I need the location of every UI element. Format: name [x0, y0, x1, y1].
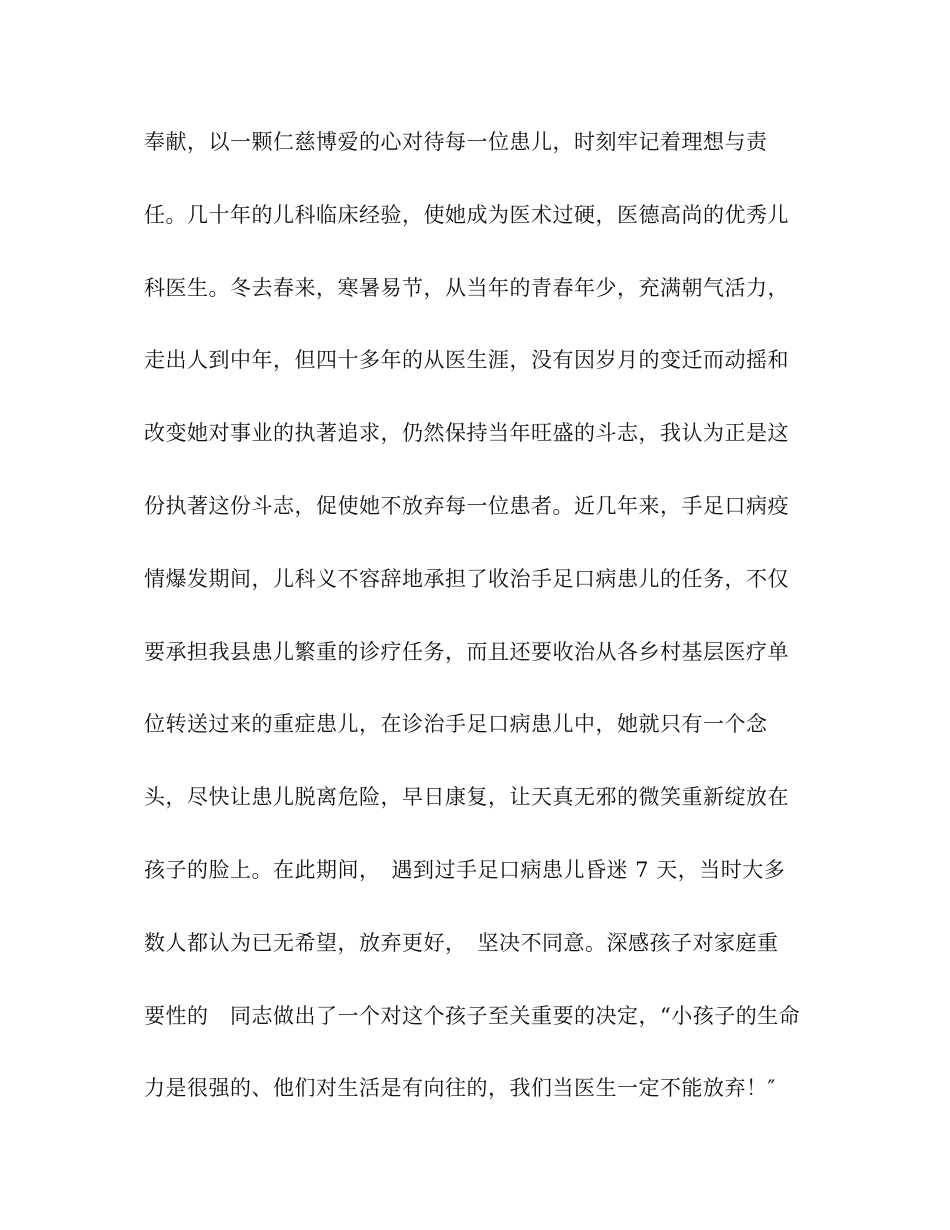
text-line-7: 情爆发期间，儿科义不容辞地承担了收治手足口病患儿的任务，不仅	[144, 566, 789, 591]
text-line-5: 改变她对事业的执著追求，仍然保持当年旺盛的斗志，我认为正是这	[144, 421, 789, 446]
text-line-2: 任。几十年的儿科临床经验，使她成为医术过硬，医德高尚的优秀儿	[144, 202, 789, 227]
text-line-6: 份执著这份斗志，促使她不放弃每一位患者。近几年来，手足口病疫	[144, 493, 789, 518]
body-text	[144, 122, 824, 1141]
text-line-9: 位转送过来的重症患儿，在诊治手足口病患儿中，她就只有一个念	[144, 712, 768, 737]
text-line-14: 力是很强的、他们对生活是有向往的，我们当医生一定不能放弃！″	[144, 1076, 776, 1101]
text-line-12: 数人都认为已无希望，放弃更好， 坚决不同意。深感孩子对家庭重	[144, 930, 779, 955]
text-line-4: 走出人到中年，但四十多年的从医生涯，没有因岁月的变迁而动摇和	[144, 348, 789, 373]
text-line-8: 要承担我县患儿繁重的诊疗任务，而且还要收治从各乡村基层医疗单	[144, 639, 789, 664]
text-line-10: 头，尽快让患儿脱离危险，早日康复，让天真无邪的微笑重新绽放在	[144, 785, 789, 810]
text-line-1: 奉献，以一颗仁慈博爱的心对待每一位患儿，时刻牢记着理想与责	[144, 130, 768, 154]
text-line-11: 孩子的脸上。在此期间， 遇到过手足口病患儿昏迷 7 天，当时大多	[144, 857, 786, 882]
text-line-13: 要性的 同志做出了一个对这个孩子至关重要的决定，“小孩子的生命	[144, 1003, 801, 1028]
text-line-3: 科医生。冬去春来，寒暑易节，从当年的青春年少，充满朝气活力，	[144, 275, 789, 300]
